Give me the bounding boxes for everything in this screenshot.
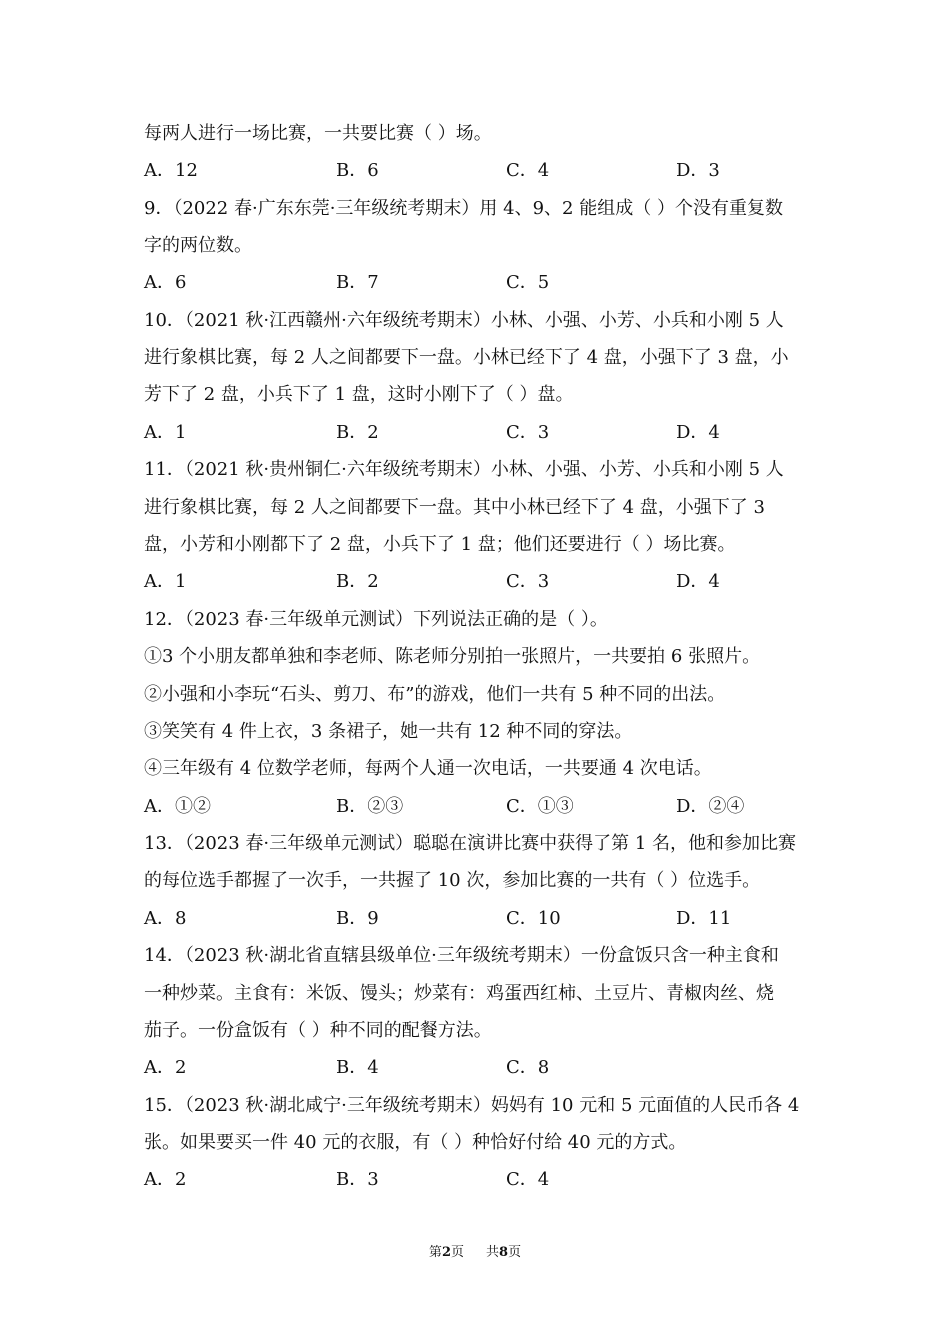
page-number: 2	[441, 1245, 451, 1260]
total-pages: 8	[499, 1245, 509, 1260]
page-suffix: 页	[450, 1245, 464, 1260]
option-b: B．②③	[336, 796, 404, 817]
question-12-options	[144, 795, 824, 819]
page-footer	[0, 1244, 950, 1262]
question-10-line-1: 10．（2021 秋·江西赣州·六年级统考期末）小林、小强、小芳、小兵和小刚 5 人	[144, 310, 784, 331]
option-a: A．2	[144, 1057, 187, 1078]
option-a: A．12	[144, 160, 198, 181]
option-d: D．4	[676, 422, 720, 443]
question-14-line-1: 14．（2023 秋·湖北省直辖县级单位·三年级统考期末）一份盒饭只含一种主食和	[144, 945, 779, 966]
question-14-options	[144, 1056, 824, 1080]
question-13-line-2: 的每位选手都握了一次手，一共握了 10 次，参加比赛的一共有（ ）位选手。	[144, 870, 761, 891]
option-b: B．7	[336, 272, 379, 293]
question-12-statement-3: ③笑笑有 4 件上衣，3 条裙子，她一共有 12 种不同的穿法。	[144, 721, 633, 742]
question-10-line-2: 进行象棋比赛，每 2 人之间都要下一盘。小林已经下了 4 盘，小强下了 3 盘，小	[144, 347, 789, 368]
question-12-stem: 12．（2023 春·三年级单元测试）下列说法正确的是（ ）。	[144, 609, 608, 630]
page-prefix: 第	[428, 1245, 442, 1260]
question-12-statement-2: ②小强和小李玩“石头、剪刀、布”的游戏，他们一共有 5 种不同的出法。	[144, 684, 726, 705]
question-14-line-2: 一种炒菜。主食有：米饭、馒头；炒菜有：鸡蛋西红柿、土豆片、青椒肉丝、烧	[144, 983, 774, 1004]
option-b: B．6	[336, 160, 379, 181]
question-9-line-2: 字的两位数。	[144, 235, 252, 256]
question-9-line-1: 9．（2022 春·广东东莞·三年级统考期末）用 4、9、2 能组成（ ）个没有重复数	[144, 198, 783, 219]
question-14-line-3: 茄子。一份盒饭有（ ）种不同的配餐方法。	[144, 1020, 492, 1041]
option-c: C．10	[506, 908, 561, 929]
question-13-options	[144, 907, 824, 931]
total-suffix: 页	[508, 1245, 522, 1260]
option-c: C．3	[506, 571, 550, 592]
question-11-line-3: 盘，小芳和小刚都下了 2 盘，小兵下了 1 盘；他们还要进行（ ）场比赛。	[144, 534, 736, 555]
question-15-line-1: 15．（2023 秋·湖北咸宁·三年级统考期末）妈妈有 10 元和 5 元面值的人民币各 4	[144, 1095, 800, 1116]
option-a: A．2	[144, 1169, 187, 1190]
option-c: C．4	[506, 1169, 550, 1190]
question-8-text: 每两人进行一场比赛，一共要比赛（ ）场。	[144, 123, 492, 144]
question-15-options	[144, 1168, 824, 1192]
option-c: C．5	[506, 272, 550, 293]
question-10-options	[144, 421, 824, 445]
question-12-statement-4: ④三年级有 4 位数学老师，每两个人通一次电话，一共要通 4 次电话。	[144, 758, 712, 779]
question-15-line-2: 张。如果要买一件 40 元的衣服，有（ ）种恰好付给 40 元的方式。	[144, 1132, 687, 1153]
question-10-line-3: 芳下了 2 盘，小兵下了 1 盘，这时小刚下了（ ）盘。	[144, 384, 574, 405]
question-11-line-2: 进行象棋比赛，每 2 人之间都要下一盘。其中小林已经下了 4 盘，小强下了 3	[144, 497, 765, 518]
question-13-line-1: 13．（2023 春·三年级单元测试）聪聪在演讲比赛中获得了第 1 名，他和参加比赛	[144, 833, 797, 854]
question-8-options	[144, 159, 824, 183]
option-a: A．1	[144, 422, 187, 443]
option-a: A．1	[144, 571, 187, 592]
option-d: D．11	[676, 908, 732, 929]
question-12-statement-1: ①3 个小朋友都单独和李老师、陈老师分别拍一张照片，一共要拍 6 张照片。	[144, 646, 761, 667]
option-d: D．3	[676, 160, 720, 181]
option-c: C．8	[506, 1057, 550, 1078]
option-b: B．2	[336, 571, 379, 592]
option-c: C．3	[506, 422, 550, 443]
option-a: A．8	[144, 908, 187, 929]
question-9-options	[144, 271, 824, 295]
option-a: A．6	[144, 272, 187, 293]
question-11-options	[144, 570, 824, 594]
option-b: B．3	[336, 1169, 379, 1190]
option-c: C．①③	[506, 796, 574, 817]
total-prefix: 共	[486, 1245, 500, 1260]
option-d: D．②④	[676, 796, 745, 817]
option-d: D．4	[676, 571, 720, 592]
option-b: B．4	[336, 1057, 379, 1078]
option-b: B．2	[336, 422, 379, 443]
question-11-line-1: 11．（2021 秋·贵州铜仁·六年级统考期末）小林、小强、小芳、小兵和小刚 5 人	[144, 459, 784, 480]
option-b: B．9	[336, 908, 379, 929]
option-a: A．①②	[144, 796, 211, 817]
option-c: C．4	[506, 160, 550, 181]
